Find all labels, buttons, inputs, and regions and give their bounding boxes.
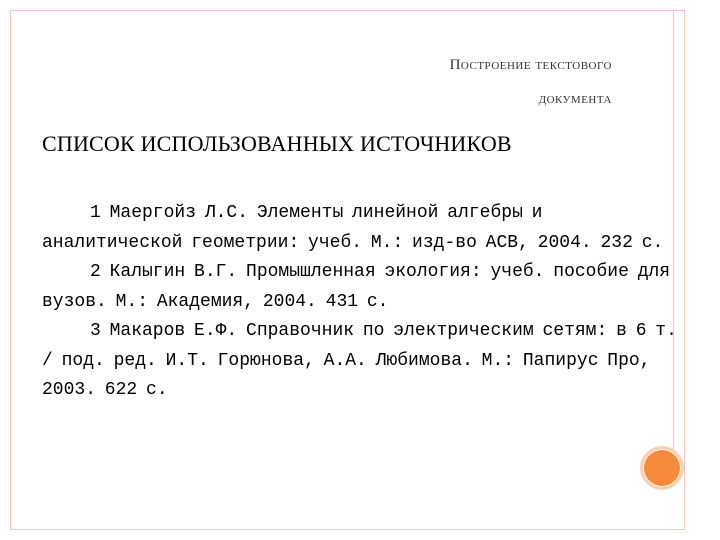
orange-circle-decoration — [640, 446, 684, 490]
section-title-line-2: документа — [538, 91, 612, 107]
reference-item: 2 Калыгин В.Г. Промышленная экология: учеб. пособие для вузов. М.: Академия, 2004. 431 с. — [42, 262, 671, 312]
references-heading: СПИСОК ИСПОЛЬЗОВАННЫХ ИСТОЧНИКОВ — [42, 131, 512, 156]
section-title-line-1: Построение текстового — [449, 57, 612, 73]
section-title — [450, 48, 612, 116]
references-list — [42, 199, 682, 406]
reference-item: 1 Маергойз Л.С. Элементы линейной алгебры и аналитической геометрии: учеб. М.: изд-во АСВ, 2004. 232 с. — [42, 203, 664, 253]
reference-item: 3 Макаров Е.Ф. Справочник по электрическим сетям: в 6 т. / под. ред. И.Т. Горюнова, А.А. Любимова. М.: Папирус Про, 2003. 622 с. — [42, 321, 677, 400]
